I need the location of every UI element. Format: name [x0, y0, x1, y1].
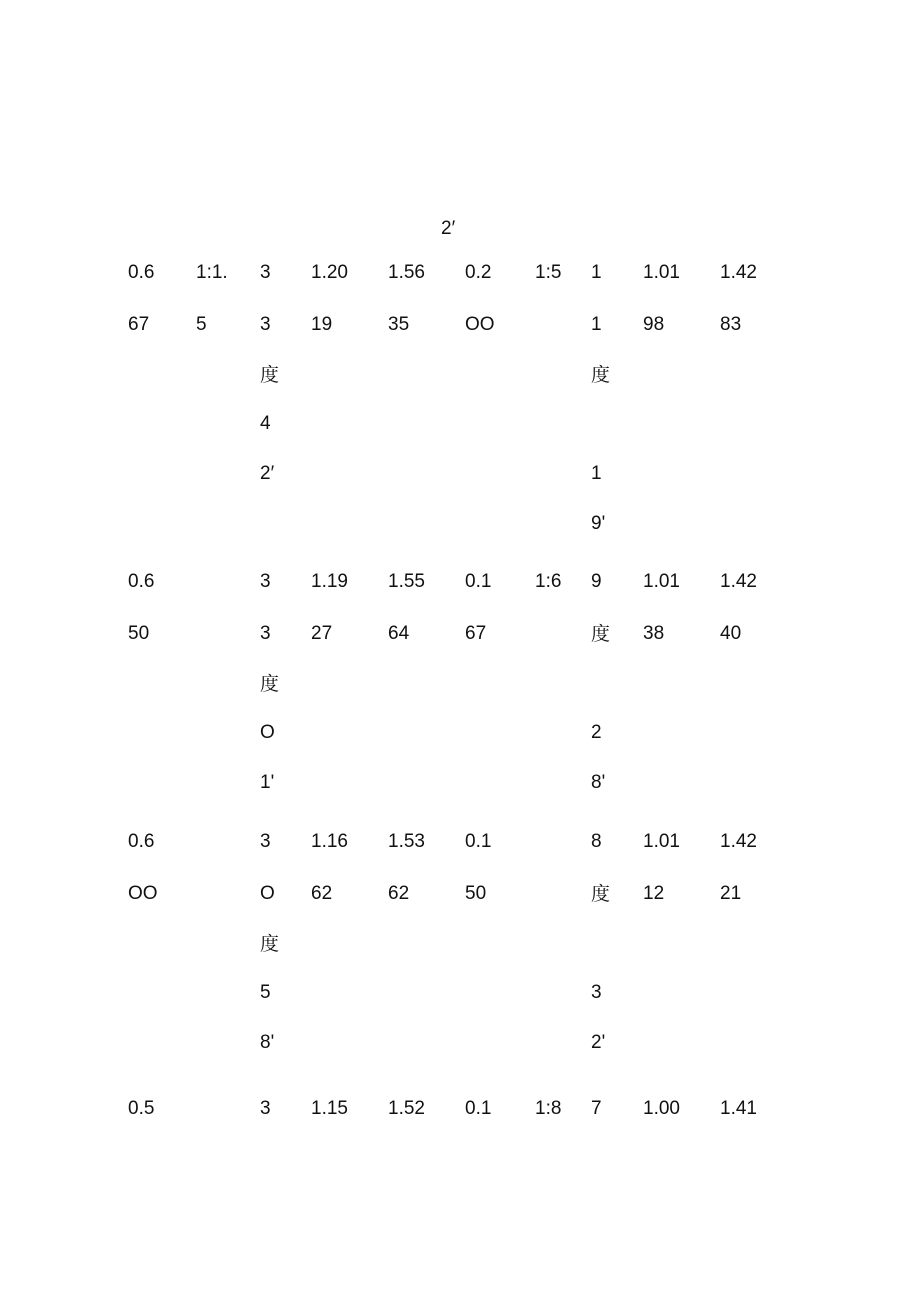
table-cell-b3-c9-l1: 1.01 — [643, 831, 680, 852]
table-cell-b1-c4-l1: 1.20 — [311, 262, 348, 283]
table-cell-b1-c8-l1: 1 — [591, 262, 602, 283]
table-cell-b2-c3-l1: 3 — [260, 571, 271, 592]
table-cell-b4-c10-l1: 1.41 — [720, 1098, 757, 1119]
table-cell-b2-c8-l1: 9 — [591, 571, 602, 592]
table-cell-b3-c1-l1: 0.6 — [128, 831, 155, 852]
table-cell-b1-c8-l6: 9' — [591, 513, 606, 534]
table-cell-b3-c6-l2: 50 — [465, 883, 487, 904]
table-cell-b2-c6-l2: 67 — [465, 623, 487, 644]
table-cell-b3-c4-l1: 1.16 — [311, 831, 348, 852]
table-cell-b2-c3-l4: O — [260, 722, 275, 743]
table-cell-b3-c8-l4: 3 — [591, 982, 602, 1003]
table-cell-b3-c8-l5: 2' — [591, 1032, 606, 1053]
table-cell-b4-c9-l1: 1.00 — [643, 1098, 680, 1119]
table-cell-b4-c3-l1: 3 — [260, 1098, 271, 1119]
table-cell-b1-c10-l1: 1.42 — [720, 262, 757, 283]
table-cell-b2-c8-l4: 2 — [591, 722, 602, 743]
table-cell-b1-c1-l2: 67 — [128, 314, 150, 335]
table-cell-b3-c10-l2: 21 — [720, 883, 742, 904]
table-cell-b2-c10-l1: 1.42 — [720, 571, 757, 592]
table-cell-b2-c1-l1: 0.6 — [128, 571, 155, 592]
table-cell-b1-c5-l1: 1.56 — [388, 262, 425, 283]
table-cell-b3-c1-l2: OO — [128, 883, 158, 904]
table-cell-b3-c5-l2: 62 — [388, 883, 410, 904]
table-cell-b1-c6-l1: 0.2 — [465, 262, 492, 283]
table-cell-b3-c8-l1: 8 — [591, 831, 602, 852]
table-cell-b3-c3-l3: 度 — [260, 933, 280, 955]
table-cell-b4-c6-l1: 0.1 — [465, 1098, 492, 1119]
table-cell-b3-c8-l2: 度 — [591, 883, 611, 905]
table-cell-b2-c3-l5: 1' — [260, 772, 275, 793]
table-cell-b3-c5-l1: 1.53 — [388, 831, 425, 852]
table-cell-b2-c9-l1: 1.01 — [643, 571, 680, 592]
table-cell-b1-c8-l3: 度 — [591, 364, 611, 386]
table-cell-b1-c3-l5: 2′ — [260, 463, 275, 484]
table-cell-b2-c8-l2: 度 — [591, 623, 611, 645]
table-cell-b3-c3-l2: O — [260, 883, 275, 904]
table-cell-b2-c10-l2: 40 — [720, 623, 742, 644]
table-cell-b1-c3-l3: 度 — [260, 364, 280, 386]
table-cell-b3-c6-l1: 0.1 — [465, 831, 492, 852]
table-cell-b2-c5-l1: 1.55 — [388, 571, 425, 592]
table-cell-b4-c1-l1: 0.5 — [128, 1098, 155, 1119]
table-cell-b3-c3-l5: 8' — [260, 1032, 275, 1053]
table-cell-b4-c7-l1: 1:8 — [535, 1098, 562, 1119]
table-cell-b1-c2-l1: 1:1. — [196, 262, 228, 283]
table-cell-b1-c5-l2: 35 — [388, 314, 410, 335]
table-cell-b1-c10-l2: 83 — [720, 314, 742, 335]
table-cell-b1-c1-l1: 0.6 — [128, 262, 155, 283]
table-cell-b2-c5-l2: 64 — [388, 623, 410, 644]
table-cell-b2-c4-l1: 1.19 — [311, 571, 348, 592]
table-cell-b1-c2-l2: 5 — [196, 314, 207, 335]
table-cell-b1-c3-l2: 3 — [260, 314, 271, 335]
table-cell-b1-c3-l4: 4 — [260, 413, 271, 434]
table-cell-b1-c8-l5: 1 — [591, 463, 602, 484]
table-cell-b2-c6-l1: 0.1 — [465, 571, 492, 592]
header-text: 2′ — [441, 218, 456, 239]
table-cell-b2-c8-l5: 8' — [591, 772, 606, 793]
table-cell-b2-c3-l2: 3 — [260, 623, 271, 644]
table-cell-b1-c3-l1: 3 — [260, 262, 271, 283]
table-cell-b4-c5-l1: 1.52 — [388, 1098, 425, 1119]
table-cell-b3-c10-l1: 1.42 — [720, 831, 757, 852]
table-cell-b1-c9-l2: 98 — [643, 314, 665, 335]
table-cell-b1-c9-l1: 1.01 — [643, 262, 680, 283]
table-cell-b3-c3-l1: 3 — [260, 831, 271, 852]
table-cell-b4-c4-l1: 1.15 — [311, 1098, 348, 1119]
table-cell-b1-c8-l2: 1 — [591, 314, 602, 335]
table-cell-b3-c3-l4: 5 — [260, 982, 271, 1003]
table-cell-b1-c7-l1: 1:5 — [535, 262, 562, 283]
table-cell-b1-c6-l2: OO — [465, 314, 495, 335]
table-cell-b1-c4-l2: 19 — [311, 314, 333, 335]
table-cell-b3-c4-l2: 62 — [311, 883, 333, 904]
table-cell-b2-c1-l2: 50 — [128, 623, 150, 644]
table-cell-b2-c3-l3: 度 — [260, 673, 280, 695]
table-cell-b4-c8-l1: 7 — [591, 1098, 602, 1119]
table-cell-b2-c7-l1: 1:6 — [535, 571, 562, 592]
table-cell-b2-c9-l2: 38 — [643, 623, 665, 644]
table-cell-b3-c9-l2: 12 — [643, 883, 665, 904]
table-cell-b2-c4-l2: 27 — [311, 623, 333, 644]
